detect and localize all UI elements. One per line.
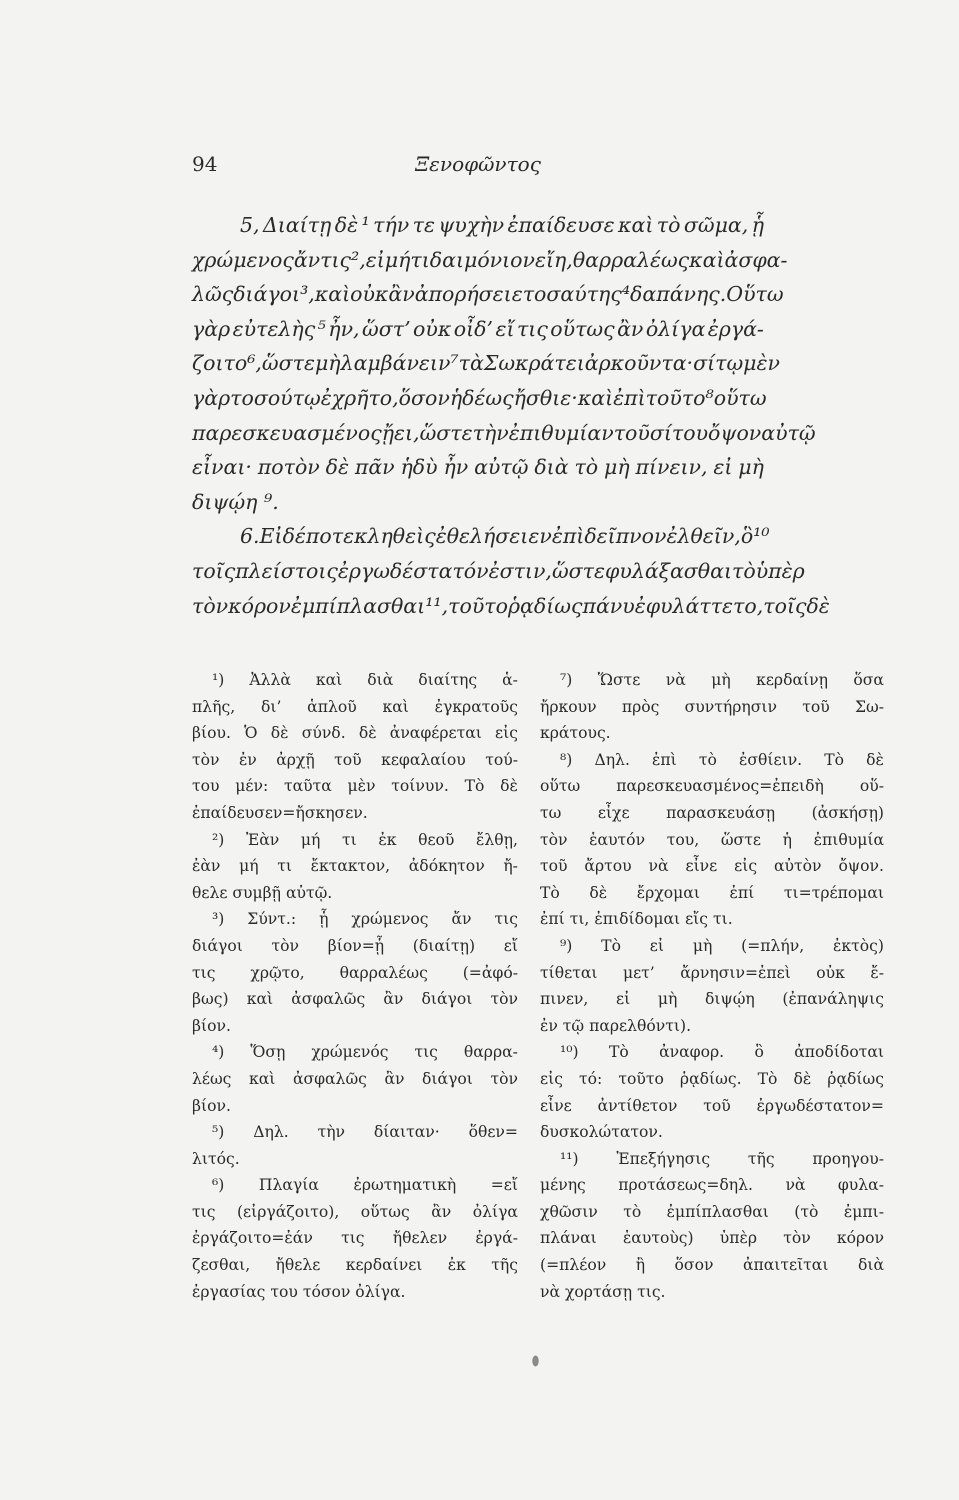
footnotes-left-column <box>192 667 518 1305</box>
text-line: γὰρ τοσούτῳ ἐχρῆτο, ὅσον ἡδέως ἤσθιε· καὶ ἐπὶ τοῦτο ⁸ οὕτω <box>192 385 767 410</box>
footnote-line: ἐπί τι, ἐπιδίδομαι εἴς τι. <box>540 910 733 929</box>
footnote-line: τις (εἰργάζοιτο), οὕτως ἂν ὀλίγα <box>192 1202 518 1221</box>
footnote-line: θελε συμβῇ αὐτῷ. <box>192 883 333 902</box>
footnote-line: ²) Ἐὰν μή τι ἐκ θεοῦ ἔλθῃ, <box>212 830 518 849</box>
text-line: παρεσκευασμένος ᾔει, ὥστε τὴν ἐπιθυμίαν τοῦ σίτου ὄψον αὐτῷ <box>192 420 816 445</box>
footnotes-right-column <box>540 667 884 1305</box>
text-line: 6. Εἰ δέ ποτε κληθεὶς ἐθελήσειεν ἐπὶ δεῖπνον ἐλθεῖν, ὃ ¹⁰ <box>240 524 770 549</box>
ink-blot-mark <box>531 1354 540 1368</box>
footnote-line: τὸν ἐν ἀρχῇ τοῦ κεφαλαίου τού- <box>192 750 518 769</box>
footnote-line: βίου. Ὁ δὲ σύνδ. δὲ ἀναφέρεται εἰς <box>192 724 518 743</box>
footnote-line: πινεν, εἰ μὴ διψῴη (ἐπανάληψις <box>540 990 884 1009</box>
footnote-line: (=πλέον ἢ ὅσον ἀπαιτεῖται διὰ <box>540 1256 884 1275</box>
footnote-line: ζεσθαι, ἤθελε κερδαίνει ἐκ τῆς <box>192 1256 518 1275</box>
text-line: χρώμενος ἄν τις ², εἰ μή τι δαιμόνιον εἴη, θαρραλέως καὶ ἀσφα- <box>192 247 788 272</box>
footnote-line: ἐὰν μή τι ἔκτακτον, ἀδόκητον ἤ- <box>192 857 518 876</box>
footnote-line: λέως καὶ ἀσφαλῶς ἂν διάγοι τὸν <box>192 1069 518 1088</box>
footnote-line: τὸν ἑαυτόν του, ὥστε ἡ ἐπιθυμία <box>540 830 884 849</box>
footnote-line: του μέν: ταῦτα μὲν τοίνυν. Τὸ δὲ <box>192 777 518 796</box>
footnote-line: λιτός. <box>192 1149 240 1168</box>
footnote-line: ⁸) Δηλ. ἐπὶ τὸ ἐσθίειν. Τὸ δὲ <box>560 750 884 769</box>
footnote-line: τω εἶχε παρασκευάσῃ (ἀσκήσῃ) <box>540 803 884 822</box>
footnote-line: νὰ χορτάσῃ τις. <box>540 1282 666 1301</box>
text-line: 5, Διαίτῃ δὲ ¹ τήν τε ψυχὴν ἐπαίδευσε καὶ τὸ σῶμα, ᾗ <box>240 213 764 237</box>
footnote-line: ἐργασίας του τόσον ὀλίγα. <box>192 1282 406 1301</box>
footnote-line: βίον. <box>192 1096 231 1115</box>
footnote-line: ³) Σύντ.: ᾗ χρώμενος ἄν τις <box>212 910 518 929</box>
footnote-line: δυσκολώτατον. <box>540 1123 663 1142</box>
footnote-line: ¹¹) Ἐπεξήγησις τῆς προηγου- <box>560 1149 884 1168</box>
page-number: 94 <box>192 152 218 176</box>
footnote-line: ¹) Ἀλλὰ καὶ διὰ διαίτης ἁ- <box>212 671 518 689</box>
footnote-line: διάγοι τὸν βίον=ᾗ (διαίτῃ) εἴ <box>192 936 518 955</box>
footnote-line: εἰς τό: τοῦτο ῥᾳδίως. Τὸ δὲ ῥᾳδίως <box>540 1069 884 1088</box>
footnote-line: πλῆς, δι’ ἁπλοῦ καὶ ἐγκρατοῦς <box>192 697 518 716</box>
text-line: εἶναι· ποτὸν δὲ πᾶν ἡδὺ ἦν αὐτῷ διὰ τὸ μὴ πίνειν, εἰ μὴ <box>192 455 764 480</box>
text-line: λῶς διάγοι ³, καὶ οὐκ ἂν ἀπορήσειε τοσαύτης ⁴ δαπάνης. Οὕτω <box>192 282 784 307</box>
footnote-line: ἐργάζοιτο=ἐάν τις ἤθελεν ἐργά- <box>192 1229 518 1248</box>
footnote-line: οὕτω παρεσκευασμένος=ἐπειδὴ οὕ- <box>540 777 884 796</box>
footnote-line: ⁹) Τὸ εἰ μὴ (=πλήν, ἐκτὸς) <box>560 936 884 955</box>
footnote-line: ἐπαίδευσεν=ἤσκησεν. <box>192 803 368 822</box>
footnote-line: μένης προτάσεως=δηλ. νὰ φυλα- <box>540 1176 884 1195</box>
footnote-line: ¹⁰) Τὸ ἀναφορ. ὃ ἀποδίδοται <box>560 1043 884 1062</box>
footnote-line: εἶνε ἀντίθετον τοῦ ἐργωδέστατον= <box>540 1096 884 1115</box>
footnote-line: τις χρῷτο, θαρραλέως (=ἀφό- <box>192 963 518 982</box>
text-line: διψῴη ⁹. <box>192 489 279 514</box>
footnote-line: βίον. <box>192 1016 231 1035</box>
footnote-line: τοῦ ἄρτου νὰ εἶνε εἰς αὐτὸν ὄψον. <box>540 857 884 876</box>
running-title: Ξενοφῶντος <box>415 152 541 176</box>
footnote-line: ⁷) Ὥστε νὰ μὴ κερδαίνῃ ὅσα <box>560 671 884 689</box>
footnote-line: ⁶) Πλαγία ἐρωτηματικὴ =εἴ <box>212 1176 518 1195</box>
main-text <box>192 208 830 623</box>
footnote-line: πλάναι ἑαυτοὺς) ὑπὲρ τὸν κόρον <box>540 1229 884 1248</box>
footnote-line: χθῶσιν τὸ ἐμπίπλασθαι (τὸ ἐμπι- <box>540 1202 884 1221</box>
footnote-line: ἐν τῷ παρελθόντι). <box>540 1016 692 1035</box>
text-line: τοῖς πλείστοις ἐργωδέστατόν ἐστιν, ὥστε φυλάξασθαι τὸ ὑπὲρ <box>192 558 805 583</box>
text-line: γὰρ εὐτελὴς ⁵ ἦν, ὥστ’ οὐκ οἶδ’ εἴ τις οὕτως ἂν ὀλίγα ἐργά- <box>192 316 764 341</box>
footnote-line: βως) καὶ ἀσφαλῶς ἂν διάγοι τὸν <box>192 990 518 1009</box>
text-line: τὸν κόρον ἐμπίπλασθαι ¹¹, τοῦτο ῥᾳδίως πάνυ ἐφυλάττετο, τοῖς δὲ <box>192 593 830 618</box>
text-line: ζοιτο ⁶, ὥστε μὴ λαμβάνειν ⁷ τὰ Σωκράτει ἀρκοῦντα· σίτῳ μὲν <box>192 351 780 376</box>
footnote-line: ⁵) Δηλ. τὴν δίαιταν· ὅθεν= <box>212 1123 518 1142</box>
footnote-line: Τὸ δὲ ἔρχομαι ἐπί τι=τρέπομαι <box>540 883 884 902</box>
footnote-line: ἤρκουν πρὸς συντήρησιν τοῦ Σω- <box>540 697 884 716</box>
footnote-line: κράτους. <box>540 724 611 743</box>
footnote-line: ⁴) Ὅσῃ χρώμενός τις θαρρα- <box>212 1043 518 1062</box>
page-header <box>192 152 764 182</box>
footnote-line: τίθεται μετ’ ἄρνησιν=ἐπεὶ οὐκ ἔ- <box>540 963 884 982</box>
